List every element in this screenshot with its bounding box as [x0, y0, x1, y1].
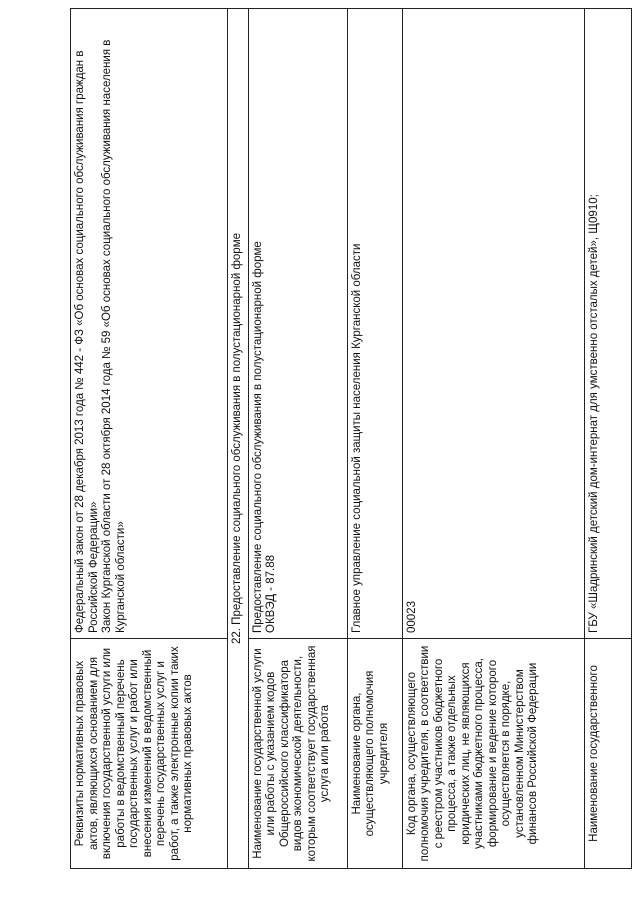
requisites-value-line1: Федеральный закон от 28 декабря 2013 года № 442 - ФЗ «Об основах социального обслуживания граждан в Российской Федерации»: [74, 50, 100, 633]
registry-table: [70, 8, 632, 869]
organ-code-label: Код органа, осуществляющего полномочия учредителя, в соответствии с реестром участников бюджетного процесса, а также отдельных юридических лиц, не являющихся участниками бюджетного процесса, формирование и ведение которого осуществляется в порядке, установленном Министерством финансов Российской Федерации: [402, 639, 584, 869]
service-name-value-line1: Предоставление социального обслуживания в полустационарной форме: [251, 241, 264, 633]
table-row-requisites: [71, 9, 228, 869]
section-title: 22. Предоставление социального обслуживания в полустационарной форме: [228, 9, 249, 869]
institution-value: ГБУ «Шадринский детский дом-интернат для умственно отсталых детей», Щ0910;: [584, 9, 631, 639]
table-row-organ: [347, 9, 402, 869]
organ-code-value: 00023: [402, 9, 584, 639]
institution-label: Наименование государственного: [584, 639, 631, 869]
table-row-institution: [584, 9, 631, 869]
table-row-organ-code: [402, 9, 584, 869]
organ-label: Наименование органа, осуществляющего полномочия учредителя: [347, 639, 402, 869]
service-name-value: [248, 9, 347, 639]
service-name-value-line2: ОКВЭД - 87.88: [265, 555, 277, 633]
table-row-section: [228, 9, 249, 869]
requisites-label: Реквизиты нормативных правовых актов, являющихся основанием для включения государственной услуги или работы в ведомственный перечень государственных услуг и работ или внесения изменений в ведомственный перечень государственных услуг и работ, а также электронные копии таких нормативных правовых актов: [71, 639, 228, 869]
requisites-value-line2: Закон Курганской области от 28 октября 2014 года № 59 «Об основах социального обслуживания населения в Курганской области»: [101, 39, 127, 633]
service-name-label: Наименование государственной услуги или работы с указанием кодов Общероссийского классификатора видов экономической деятельности, которым соответствует государственная услуга или работа: [248, 639, 347, 869]
table-row-service-name: [248, 9, 347, 869]
requisites-value: [71, 9, 228, 639]
document-sheet: [70, 9, 632, 869]
organ-value: Главное управление социальной защиты населения Курганской области: [347, 9, 402, 639]
